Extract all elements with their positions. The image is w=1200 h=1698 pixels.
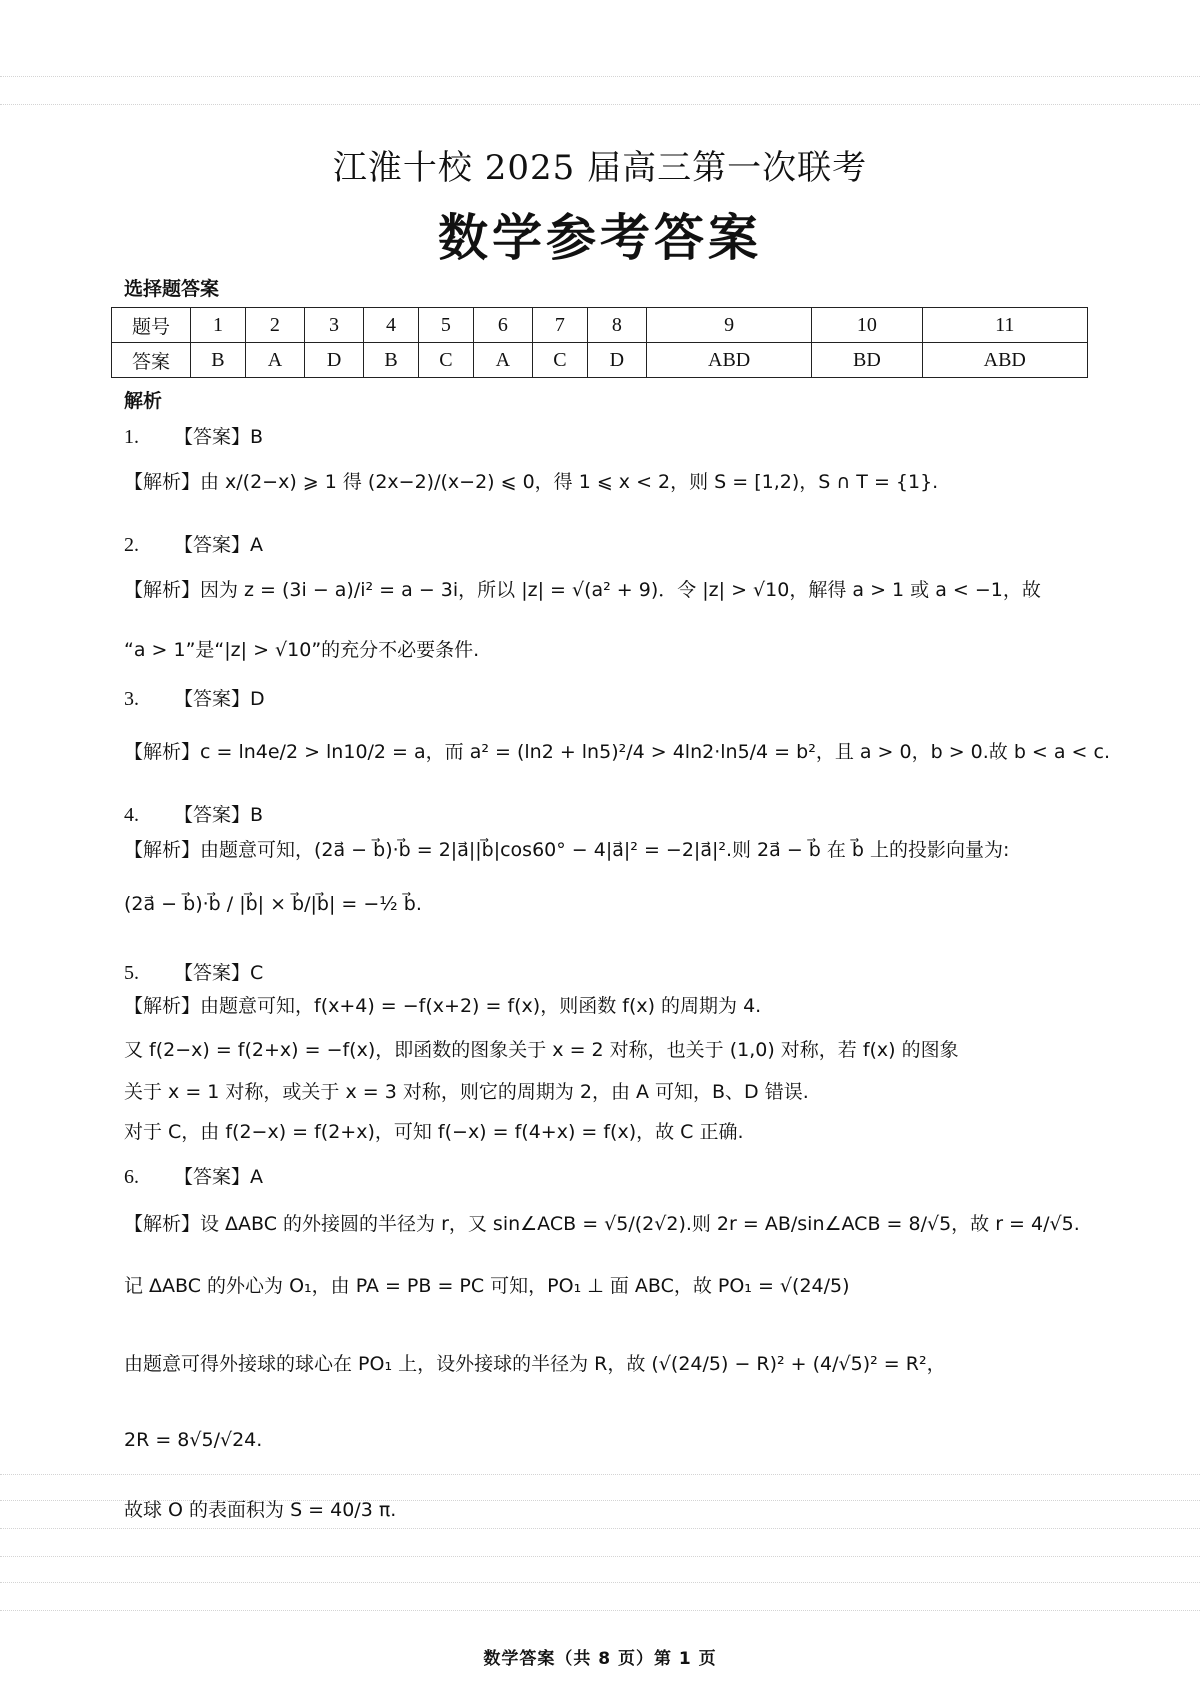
answer-table [111, 307, 1088, 378]
question-number-cell: 9 [646, 308, 811, 343]
question-6-analysis-line: 2R = 8√5/√24. [124, 1429, 263, 1451]
question-6-analysis-line: 由题意可得外接球的球心在 PO₁ 上，设外接球的半径为 R，故 (√(24/5) − R)² + (4/√5)² = R²， [124, 1353, 946, 1375]
question-2-answer [124, 530, 263, 557]
answer-cell: ABD [646, 343, 811, 378]
question-6-answer [124, 1162, 263, 1189]
answer-cell: D [587, 343, 646, 378]
question-3-answer [124, 684, 265, 711]
question-number-cell: 5 [418, 308, 473, 343]
question-2-analysis-line: 【解析】因为 z = (3i − a)/i² = a − 3i，所以 |z| = √(a² + 9)．令 |z| > √10，解得 a > 1 或 a < −1，故 [124, 579, 1041, 601]
row-header-number: 题号 [112, 308, 191, 343]
answer-cell: A [245, 343, 304, 378]
question-number: 6. [124, 1166, 139, 1188]
answer-cell: B [191, 343, 246, 378]
question-4-answer [124, 800, 263, 827]
question-number-cell: 2 [245, 308, 304, 343]
answer-tag: 【答案】B [174, 426, 264, 448]
question-number-cell: 11 [922, 308, 1087, 343]
answer-cell: D [304, 343, 363, 378]
question-1-answer [124, 422, 263, 449]
answer-row [112, 343, 1088, 378]
question-number: 5. [124, 962, 139, 984]
answer-tag: 【答案】B [174, 804, 264, 826]
answer-tag: 【答案】A [174, 534, 263, 556]
question-number-cell: 3 [304, 308, 363, 343]
question-5-analysis-line: 对于 C，由 f(2−x) = f(2+x)，可知 f(−x) = f(4+x) = f(x)，故 C 正确. [124, 1121, 744, 1143]
question-number-row [112, 308, 1088, 343]
answer-tag: 【答案】A [174, 1166, 263, 1188]
question-5-analysis-line: 关于 x = 1 对称，或关于 x = 3 对称，则它的周期为 2，由 A 可知，B、D 错误. [124, 1081, 809, 1103]
question-6-analysis-line: 记 ΔABC 的外心为 O₁，由 PA = PB = PC 可知，PO₁ ⊥ 面 ABC，故 PO₁ = √(24/5) [124, 1275, 850, 1297]
page-title: 数学参考答案 [438, 209, 762, 267]
answer-tag: 【答案】D [174, 688, 265, 710]
question-number-cell: 6 [473, 308, 532, 343]
question-number-cell: 7 [532, 308, 587, 343]
question-number-cell: 4 [364, 308, 419, 343]
question-6-analysis-line: 【解析】设 ΔABC 的外接圆的半径为 r，又 sin∠ACB = √5/(2√2).则 2r = AB/sin∠ACB = 8/√5，故 r = 4/√5. [124, 1213, 1080, 1235]
question-4-analysis-line: 【解析】由题意可知，(2a⃗ − b⃗)·b⃗ = 2|a⃗||b⃗|cos60° − 4|a⃗|² = −2|a⃗|².则 2a⃗ − b⃗ 在 b⃗ 上的投影向量为: [124, 839, 1010, 861]
question-1-analysis-line: 【解析】由 x/(2−x) ⩾ 1 得 (2x−2)/(x−2) ⩽ 0，得 1 ⩽ x < 2，则 S = [1,2)，S ∩ T = {1}. [124, 471, 939, 493]
analysis-label: 解析 [124, 390, 163, 412]
answer-cell: C [418, 343, 473, 378]
question-5-analysis-line: 【解析】由题意可知，f(x+4) = −f(x+2) = f(x)，则函数 f(x) 的周期为 4. [124, 995, 762, 1017]
question-number-cell: 1 [191, 308, 246, 343]
question-number: 2. [124, 534, 139, 556]
answer-tag: 【答案】C [174, 962, 264, 984]
question-number: 3. [124, 688, 139, 710]
question-4-analysis-line: (2a⃗ − b⃗)·b⃗ / |b⃗| × b⃗/|b⃗| = −½ b⃗. [124, 893, 422, 915]
answer-cell: A [473, 343, 532, 378]
question-2-analysis-line: “a > 1”是“|z| > √10”的充分不必要条件. [124, 639, 480, 661]
exam-title: 江淮十校 2025 届高三第一次联考 [332, 148, 868, 188]
row-header-answer: 答案 [112, 343, 191, 378]
question-number: 4. [124, 804, 139, 826]
answer-cell: BD [812, 343, 922, 378]
answer-cell: ABD [922, 343, 1087, 378]
question-number-cell: 8 [587, 308, 646, 343]
question-number-cell: 10 [812, 308, 922, 343]
question-5-analysis-line: 又 f(2−x) = f(2+x) = −f(x)，即函数的图象关于 x = 2 对称，也关于 (1,0) 对称，若 f(x) 的图象 [124, 1039, 959, 1061]
answer-cell: B [364, 343, 419, 378]
question-5-answer [124, 958, 263, 985]
choice-section-label: 选择题答案 [124, 278, 220, 300]
question-number: 1. [124, 426, 139, 448]
page-footer: 数学答案（共 8 页）第 1 页 [483, 1649, 717, 1669]
answer-cell: C [532, 343, 587, 378]
question-3-analysis-line: 【解析】c = ln4e/2 > ln10/2 = a，而 a² = (ln2 + ln5)²/4 > 4ln2·ln5/4 = b²，且 a > 0，b > 0.故 b < a < c. [124, 741, 1111, 763]
question-6-analysis-line: 故球 O 的表面积为 S = 40/3 π. [124, 1499, 397, 1521]
